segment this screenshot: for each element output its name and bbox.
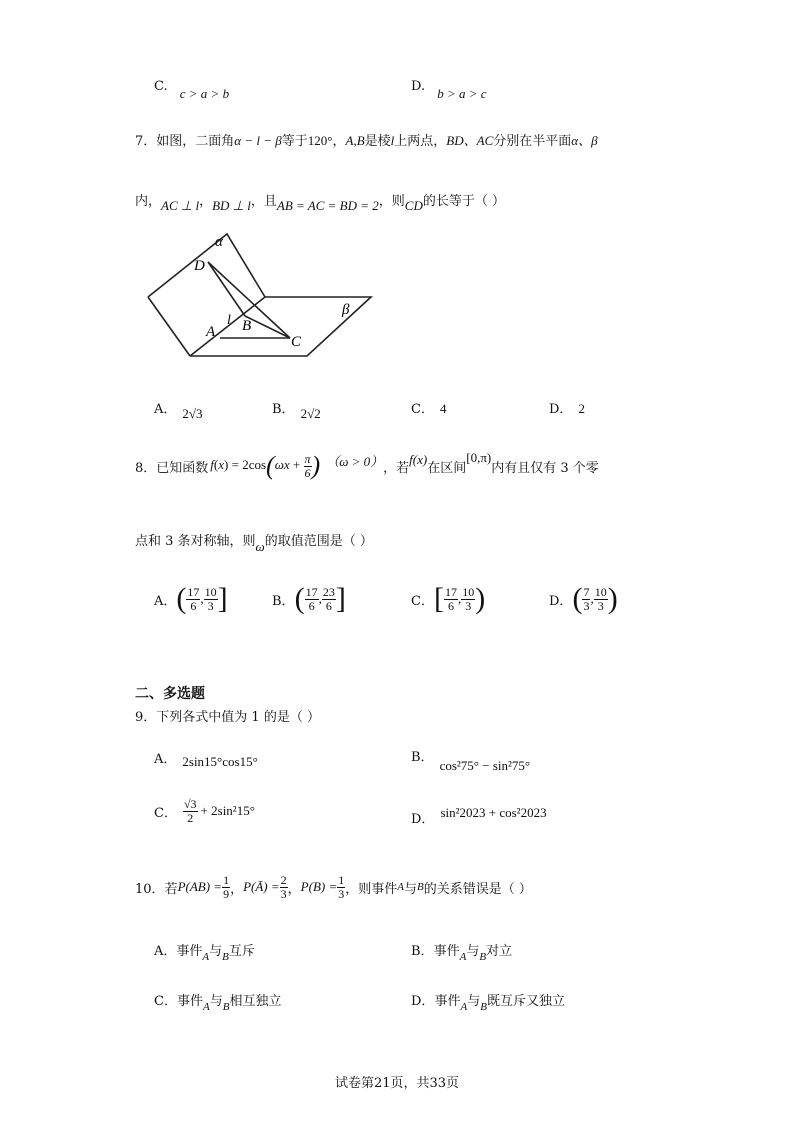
question-number: 7． (135, 134, 157, 149)
option-label: D． (411, 994, 435, 1009)
fraction-numerator: 17 (444, 584, 457, 599)
q10-option-c (154, 990, 281, 1013)
q7-text: ， (199, 194, 213, 209)
q7-text: 是棱 (364, 134, 391, 149)
option-text: 与 (467, 994, 481, 1009)
plane-alpha-outline (148, 234, 265, 297)
q7-text: ， (332, 134, 346, 149)
fraction-denominator: 3 (280, 886, 287, 901)
q8-stem-line2 (135, 530, 373, 554)
interval-right-bracket: ) (607, 582, 618, 615)
q7-text: 分别在半平面 (493, 134, 572, 149)
fx-expr: f(x) (409, 452, 428, 467)
page-footer: 试卷第21页，共33页 (334, 1076, 460, 1091)
fraction-numerator: 17 (187, 584, 200, 599)
q10-text: ， (230, 881, 244, 897)
option-label: B． (272, 593, 295, 609)
option-label: B． (411, 944, 434, 959)
option-text: 对立 (486, 944, 513, 959)
option-label: C． (154, 805, 177, 821)
q10-text: 若 (164, 881, 178, 897)
q9-option-b (411, 746, 531, 773)
fraction-numerator: 10 (204, 584, 217, 599)
function-f-expr: f(x) = 2cos(ωx + $\frac{\pi}{6}$ ) (210, 451, 321, 480)
fraction-denominator: 6 (308, 598, 315, 613)
option-expression: sin²2023 + cos²2023 (440, 805, 547, 820)
option-label: C. (154, 79, 168, 94)
option-value: 2 (578, 401, 585, 416)
q10-option-b (411, 940, 512, 963)
option-text: 与 (466, 944, 480, 959)
fraction-numerator: 10 (462, 584, 475, 599)
event-b: B (417, 881, 424, 893)
q8-text: 在区间 (427, 460, 467, 476)
q7-text: ，且 (250, 194, 277, 209)
pi-over-6: $\frac{\pi}{6}$ (304, 451, 311, 480)
points-ab: A,B (345, 133, 365, 148)
question-number: 10． (135, 881, 165, 897)
q7-option-b (272, 398, 321, 421)
q8-option-c: C． [ $\frac{17}{6}$ , $\frac{10}{3}$ ) (411, 582, 486, 615)
option-text: 事件 (176, 994, 203, 1009)
label-c: C (291, 334, 302, 350)
interval-left-bracket: ( (176, 582, 187, 615)
q10-option-d (411, 990, 565, 1013)
q7-text: 内， (135, 194, 162, 209)
section-title: 二、多选题 (135, 685, 205, 701)
angle-value: 120° (307, 133, 333, 148)
fraction-numerator: 7 (583, 584, 590, 599)
p-b-expr: P(B) = (300, 879, 338, 894)
option-text: 互斥 (228, 944, 255, 959)
label-l: l (227, 313, 231, 328)
q9-text: 下列各式中值为 1 的是（ ） (156, 710, 320, 725)
segment-bc (245, 316, 290, 338)
interval-expr: [0,π) (466, 450, 492, 465)
option-value: 2√3 (182, 406, 203, 421)
q9-stem (135, 706, 320, 725)
option-label: D． (549, 402, 573, 417)
fraction-numerator: √3 (183, 797, 197, 811)
label-b: B (242, 318, 252, 334)
q10-text: 的关系错误是（ ） (423, 881, 532, 897)
option-text: 事件 (433, 944, 460, 959)
question-number: 9． (135, 710, 157, 725)
option-value: 2√2 (300, 406, 321, 421)
q8-text: 已知函数 (156, 460, 209, 476)
event-b: B (222, 951, 229, 963)
fraction-numerator: 17 (305, 584, 318, 599)
q7-text: 等于 (281, 134, 308, 149)
option-label: D. (411, 79, 426, 94)
q6-option-d (411, 78, 487, 101)
event-b: B (480, 1001, 487, 1013)
q7-text: ，则 (378, 194, 405, 209)
interval-right-bracket: ] (217, 582, 228, 615)
question-number: 8． (135, 460, 157, 476)
q7-text: 的长等于（ ） (422, 194, 505, 209)
plane-alpha-front-edge (148, 297, 190, 356)
option-text: 相互独立 (229, 994, 282, 1009)
q6-option-c (154, 78, 230, 101)
label-d: D (194, 258, 205, 274)
option-label: A． (154, 944, 177, 959)
option-label: A． (154, 593, 177, 609)
segment-db (208, 262, 245, 316)
q10-text: ，则事件 (345, 881, 398, 897)
q8-option-b: B． ( $\frac{17}{6}$ , $\frac{23}{6}$ ] (272, 582, 346, 615)
fraction-numerator: 1 (338, 872, 345, 887)
q9-option-c (154, 798, 255, 824)
fraction-denominator: 3 (338, 886, 345, 901)
option-text: 既互斥又独立 (486, 994, 565, 1009)
option-label: B． (411, 750, 434, 765)
dihedral-angle-expr: α − l − β (234, 133, 282, 148)
event-a: A (459, 951, 467, 963)
event-a: A (397, 881, 404, 893)
option-expression: b > a > c (437, 86, 487, 101)
p-ab-expr: P(AB) = (177, 879, 223, 894)
q7-option-a (154, 398, 203, 421)
q10-text: ， (287, 881, 301, 897)
q10-text: 与 (403, 881, 417, 897)
bd-perp-l: BD ⊥ l (212, 198, 251, 213)
q9-option-d (411, 802, 547, 827)
event-b: B (222, 1001, 230, 1013)
option-expression: cos²75° − sin²75° (439, 758, 531, 773)
q8-stem-line1 (135, 448, 599, 484)
fraction-denominator: 6 (325, 598, 332, 613)
option-label: C． (411, 593, 434, 609)
q8-option-a: A． ( $\frac{17}{6}$ , $\frac{10}{3}$ ] (154, 582, 228, 615)
interval-left-bracket: ( (572, 582, 583, 615)
fraction-denominator: 6 (447, 598, 454, 613)
event-a: A (202, 1001, 210, 1013)
option-value: 4 (439, 401, 447, 416)
length-equality: AB = AC = BD = 2 (276, 198, 379, 213)
segment-cd: CD (404, 198, 423, 213)
option-expression: c > a > b (179, 86, 230, 101)
q8-option-d: D． ( $\frac{7}{3}$ , $\frac{10}{3}$ ) (549, 582, 618, 615)
fraction-numerator: 23 (322, 584, 335, 599)
fraction-numerator: 2 (280, 872, 287, 887)
q10-option-a (154, 940, 255, 963)
q7-option-d (549, 398, 585, 417)
q7-text: 如图，二面角 (156, 134, 235, 149)
fraction-numerator: 1 (223, 872, 230, 887)
dihedral-angle-figure (143, 228, 375, 364)
option-label: D． (549, 593, 573, 609)
event-a: A (460, 1001, 468, 1013)
omega-symbol: ω (255, 539, 265, 554)
option-text: 与 (209, 944, 223, 959)
option-label: D． (411, 812, 435, 827)
p-a-bar-expr: P(Ā) = (243, 879, 280, 894)
half-planes: α、β (571, 133, 598, 148)
q8-text: 的取值范围是（ ） (264, 534, 373, 549)
option-label: A． (154, 402, 177, 417)
event-b: B (479, 951, 487, 963)
fraction-denominator: 3 (597, 598, 604, 613)
ac-perp-l: AC ⊥ l (161, 198, 200, 213)
option-expression: + 2sin²15° (200, 803, 255, 819)
option-label: B． (272, 402, 295, 417)
option-label: C． (411, 402, 434, 417)
option-label: C． (154, 994, 177, 1009)
label-beta: β (342, 302, 350, 318)
option-expression: 2sin15°cos15° (182, 754, 258, 769)
segments-bd-ac: BD、AC (446, 133, 494, 148)
edge-l: l (390, 133, 395, 148)
q7-stem-line1 (135, 130, 598, 149)
label-a: A (206, 324, 216, 340)
fraction-denominator: 9 (223, 886, 230, 901)
fraction-denominator: 3 (583, 598, 590, 613)
interval-right-bracket: ] (335, 582, 346, 615)
q7-option-c (411, 398, 446, 417)
option-text: 事件 (434, 994, 461, 1009)
q8-text: ，若 (383, 460, 410, 476)
option-text: 与 (209, 994, 223, 1009)
q7-text: 上两点， (394, 134, 447, 149)
q10-stem (135, 870, 532, 904)
event-a: A (202, 951, 210, 963)
option-text: 事件 (176, 944, 203, 959)
interval-left-bracket: [ (433, 582, 444, 615)
fraction-denominator: 3 (207, 598, 214, 613)
q7-stem-line2 (135, 190, 505, 213)
q8-text: 点和 3 条对称轴，则 (135, 534, 256, 549)
omega-condition: （ω > 0） (326, 453, 384, 469)
q9-option-a (154, 748, 258, 767)
fraction-numerator: 10 (594, 584, 607, 599)
label-alpha: α (215, 234, 223, 250)
q8-text: 内有且仅有 3 个零 (491, 460, 599, 476)
fraction-denominator: 2 (187, 810, 194, 825)
interval-right-bracket: ) (475, 582, 486, 615)
fraction-denominator: 6 (190, 598, 197, 613)
fraction-denominator: 3 (465, 598, 472, 613)
interval-left-bracket: ( (294, 582, 305, 615)
option-label: A． (154, 752, 177, 767)
